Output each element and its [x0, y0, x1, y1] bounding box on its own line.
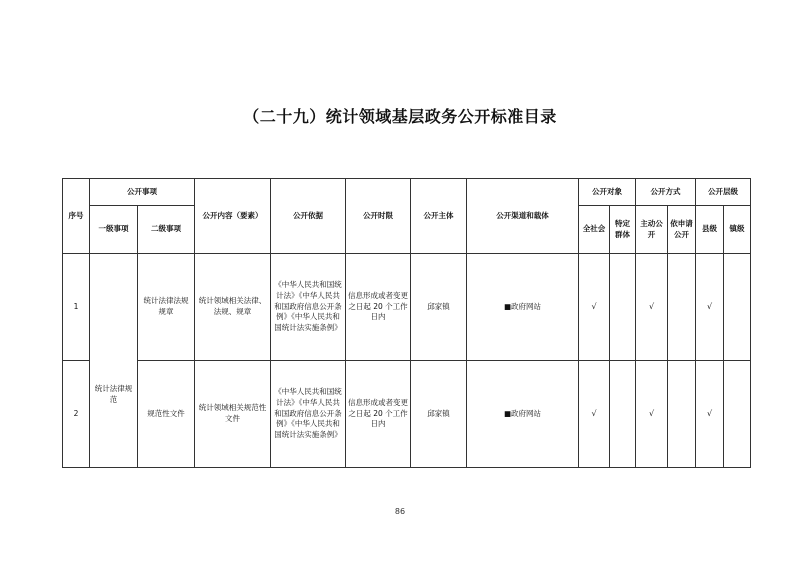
- row-timelimit: 信息形成或者变更之日起 20 个工作日内: [346, 254, 411, 361]
- header-content: 公开内容（要素）: [195, 179, 271, 254]
- table-row: [63, 254, 751, 361]
- header-method-apply: 依申请公开: [668, 206, 696, 254]
- header-timelimit: 公开时限: [346, 179, 411, 254]
- catalog-table: [62, 178, 751, 468]
- header-basis: 公开依据: [271, 179, 346, 254]
- header-method-active: 主动公开: [636, 206, 668, 254]
- header-channel: 公开渠道和载体: [467, 179, 579, 254]
- header-level1: 一级事项: [90, 206, 138, 254]
- header-level-township: 镇级: [724, 206, 751, 254]
- table-row: [63, 361, 751, 468]
- row-target-all: √: [579, 254, 610, 361]
- row-target-specific: [610, 361, 636, 468]
- row-channel: ■政府网站: [467, 254, 579, 361]
- row-subject: 邱家镇: [411, 361, 467, 468]
- header-seq: 序号: [63, 179, 90, 254]
- row-level-township: [724, 361, 751, 468]
- page-title: （二十九）统计领域基层政务公开标准目录: [243, 107, 557, 126]
- header-level2: 二级事项: [138, 206, 195, 254]
- row-method-apply: [668, 361, 696, 468]
- header-target: 公开对象: [579, 179, 636, 206]
- row-level-county: √: [696, 254, 724, 361]
- row-level-county: √: [696, 361, 724, 468]
- row-basis: 《中华人民共和国统计法》《中华人民共和国政府信息公开条例》《中华人民共和国统计法实施条例》: [271, 361, 346, 468]
- row-timelimit: 信息形成或者变更之日起 20 个工作日内: [346, 361, 411, 468]
- row-level-township: [724, 254, 751, 361]
- row-content: 统计领域相关规范性文件: [195, 361, 271, 468]
- header-method: 公开方式: [636, 179, 696, 206]
- header-target-specific: 特定群体: [610, 206, 636, 254]
- header-row-1: [63, 179, 751, 206]
- row-channel: ■政府网站: [467, 361, 579, 468]
- header-matter: 公开事项: [90, 179, 195, 206]
- row-seq: 2: [63, 361, 90, 468]
- row-seq: 1: [63, 254, 90, 361]
- header-subject: 公开主体: [411, 179, 467, 254]
- page-number: 86: [394, 507, 406, 516]
- row-level2: 统计法律法规规章: [138, 254, 195, 361]
- row-level2: 规范性文件: [138, 361, 195, 468]
- header-target-all: 全社会: [579, 206, 610, 254]
- row-basis: 《中华人民共和国统计法》《中华人民共和国政府信息公开条例》《中华人民共和国统计法实施条例》: [271, 254, 346, 361]
- row-target-specific: [610, 254, 636, 361]
- row-method-apply: [668, 254, 696, 361]
- row-subject: 邱家镇: [411, 254, 467, 361]
- row-method-active: √: [636, 254, 668, 361]
- row-method-active: √: [636, 361, 668, 468]
- group-level1: 统计法律规范: [90, 254, 138, 468]
- row-content: 统计领域相关法律、法规、规章: [195, 254, 271, 361]
- header-level: 公开层级: [696, 179, 751, 206]
- row-target-all: √: [579, 361, 610, 468]
- header-level-county: 县级: [696, 206, 724, 254]
